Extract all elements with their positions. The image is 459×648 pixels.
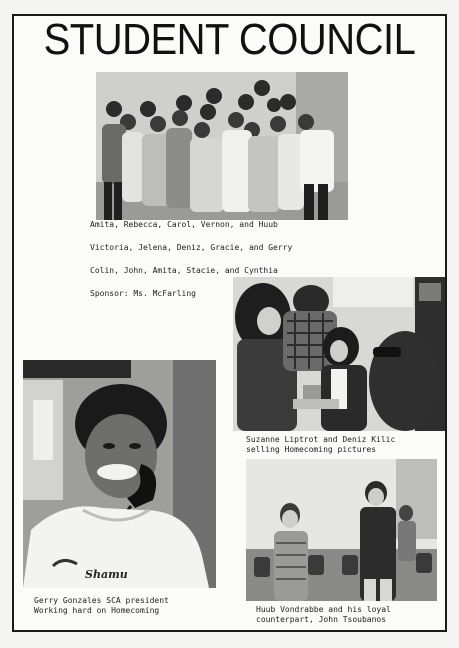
president-caption-line: Working hard on Homecoming	[34, 606, 160, 615]
homecoming-caption-line: Suzanne Liptrot and Deniz Kilic	[246, 435, 396, 444]
homecoming-photo	[233, 277, 445, 431]
group-photo	[96, 72, 348, 220]
page-title: STUDENT COUNCIL	[43, 16, 416, 64]
vondrabbe-photo	[246, 459, 437, 601]
homecoming-caption	[246, 435, 446, 455]
group-caption-line: Victoria, Jelena, Deniz, Gracie, and Gerry	[90, 243, 293, 252]
president-caption-line: Gerry Gonzales SCA president	[34, 596, 169, 605]
vondrabbe-caption	[256, 605, 446, 625]
vondrabbe-caption-line: counterpart, John Tsoubanos	[256, 615, 387, 624]
president-caption	[34, 596, 224, 616]
president-photo	[23, 360, 216, 588]
group-caption-line: Amita, Rebecca, Carol, Vernon, and Huub	[90, 220, 278, 229]
homecoming-caption-line: selling Homecoming pictures	[246, 445, 377, 454]
group-caption-line: Sponsor: Ms. McFarling	[90, 289, 196, 298]
shirt-print-text: Shamu	[85, 568, 128, 581]
vondrabbe-caption-line: Huub Vondrabbe and his loyal	[256, 605, 391, 614]
group-caption-line: Colin, John, Amita, Stacie, and Cynthia	[90, 266, 278, 275]
